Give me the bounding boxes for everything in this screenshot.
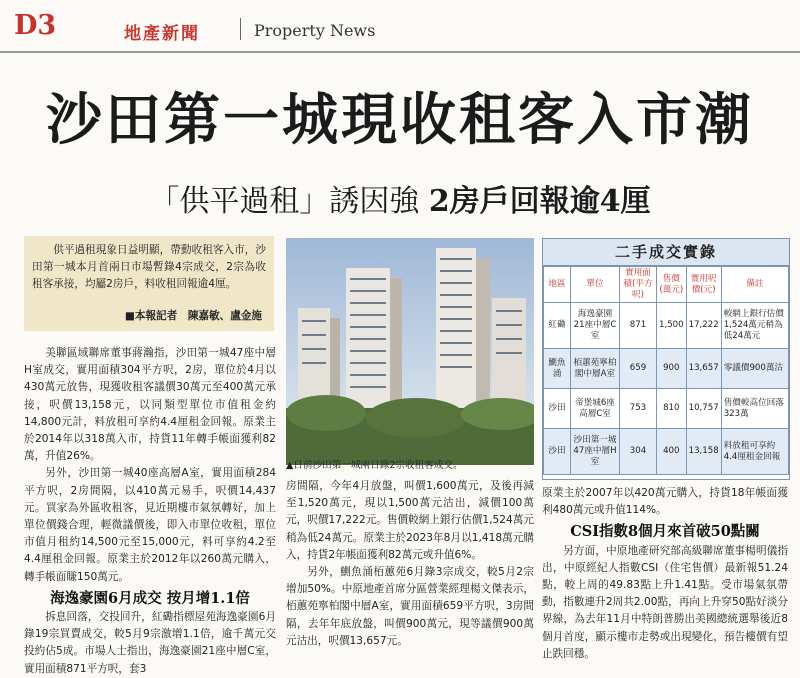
subhead-part2: 2房戶回報逾4厘 bbox=[428, 184, 651, 219]
lead-box bbox=[24, 236, 274, 331]
article-column-3 bbox=[542, 485, 788, 663]
section-divider bbox=[240, 18, 241, 40]
byline: ■本報記者 陳嘉敏、盧金施 bbox=[124, 310, 262, 322]
paragraph: 另外，鰂魚涌栢蕙苑6月錄3宗成交，較5月2宗增加50%。中原地產首席分區營業經理楊文傑表示，栢蕙苑寧柏閣中層A室，實用面積659平方呎，3房間隔，去年年底放盤，叫價900萬元，現等議價900萬元沽出，呎價13,657元。 bbox=[286, 566, 534, 647]
cell: 帝堡城6座高層C室 bbox=[571, 389, 620, 429]
lead-text: 供平過租現象日益明顯，帶動收租客入市，沙田第一城本月首兩日市場暫錄4宗成交，2宗為收租客承接，均屬2房戶，料收租回報逾4厘。 bbox=[32, 244, 266, 290]
paragraph: 另外，沙田第一城40座高層A室，實用面積284平方呎，2房間隔，以410萬元易手，呎價14,437元。買家為外區收租客，見近期樓市氣氛轉好，加上單位價錢合理，輕微議價後，即入市單位收租，單位市值月租約14,500元至15,000元，料可享約4.2至4.4厘租金回報。原業主於2012年以260萬元購入，轉手帳面賺150萬元。 bbox=[24, 467, 276, 583]
cell: 海逸豪園21座中層C室 bbox=[571, 303, 620, 349]
section-title-cn: 地產新聞 bbox=[124, 24, 200, 44]
col-header: 實用呎價(元) bbox=[686, 267, 721, 303]
cell: 栢蕙苑寧柏閣中層A室 bbox=[571, 349, 620, 389]
headline: 沙田第一城現收租客入市潮 bbox=[46, 88, 754, 153]
subheading: 海逸豪園6月成交 按月增1.1倍 bbox=[50, 589, 250, 607]
photo-caption: ▲日前沙田第一城兩日錄2宗收租客成交。 bbox=[286, 460, 463, 471]
cell: 料放租可享約4.4厘租金回報 bbox=[721, 429, 788, 475]
col-header: 實用面積(平方呎) bbox=[620, 267, 657, 303]
article-column-1 bbox=[24, 345, 276, 678]
paragraph: 另方面，中原地產研究部高級聯席董事楊明儀指出，中原經紀人指數CSI（住宅售價）最新報51.24點，較上周的49.83點上升1.41點。受市場氣氛帶動，指數連升2周共2.00點，再向上升穿50點好淡分界線，為去年11月中特朗普勝出美國總統選舉後近8個月首度，顯示樓市走勢或出現變化，預告樓價有望止跌回穩。 bbox=[542, 544, 788, 660]
transactions-table bbox=[543, 266, 789, 475]
cell: 659 bbox=[620, 349, 657, 389]
paragraph: 拆息回落，交投回升，紅磡指標屋苑海逸豪園6月錄19宗買賣成交，較5月9宗激增1.1倍，逾千萬元交投約佔5成。市場人士指出，海逸豪園21座中層C室，實用面積871平方呎，套3 bbox=[24, 611, 276, 675]
building-photo bbox=[286, 238, 534, 465]
cell: 304 bbox=[620, 429, 657, 475]
subhead-part1: 「供平過租」誘因強 bbox=[149, 184, 420, 219]
cell: 零議價900萬沽 bbox=[721, 349, 788, 389]
cell: 1,500 bbox=[657, 303, 687, 349]
cell: 871 bbox=[620, 303, 657, 349]
col-header: 地區 bbox=[544, 267, 571, 303]
table-row bbox=[544, 429, 789, 475]
transactions-table-box bbox=[542, 238, 790, 480]
col-header: 單位 bbox=[571, 267, 620, 303]
col-header: 售價(萬元) bbox=[657, 267, 687, 303]
cell: 鰂魚涌 bbox=[544, 349, 571, 389]
cell: 沙田 bbox=[544, 429, 571, 475]
cell: 紅磡 bbox=[544, 303, 571, 349]
col-header: 備註 bbox=[721, 267, 788, 303]
cell: 810 bbox=[657, 389, 687, 429]
header-rule bbox=[0, 51, 800, 53]
cell: 較網上銀行估價1,524萬元稍為低24萬元 bbox=[721, 303, 788, 349]
cell: 400 bbox=[657, 429, 687, 475]
table-title: 二手成交實錄 bbox=[543, 239, 789, 266]
cell: 753 bbox=[620, 389, 657, 429]
article-column-2 bbox=[286, 478, 534, 650]
page-number: D3 bbox=[14, 10, 57, 41]
cell: 900 bbox=[657, 349, 687, 389]
cell: 沙田 bbox=[544, 389, 571, 429]
table-row bbox=[544, 349, 789, 389]
section-title-en: Property News bbox=[254, 21, 376, 40]
cell: 沙田第一城47座中層H室 bbox=[571, 429, 620, 475]
subheading: CSI指數8個月來首破50點關 bbox=[570, 523, 760, 541]
cell: 售價較高位回落323萬 bbox=[721, 389, 788, 429]
paragraph: 美聯區域聯席董事蔣瀚指，沙田第一城47座中層H室成交，實用面積304平方呎，2房，單位於4月以430萬元放售，現獲收租客議價30萬元至400萬元承接，呎價13,158元，以同類型單位市值租金約14,800元計，料放租可享約4.4厘租金回報。原業主於2014年以318萬入市，持貨11年轉手帳面獲利82萬，升值26%。 bbox=[24, 347, 276, 463]
table-row bbox=[544, 389, 789, 429]
paragraph: 原業主於2007年以420萬元購入，持貨18年帳面獲利480萬元或升值114%。 bbox=[542, 487, 788, 517]
cell: 17,222 bbox=[686, 303, 721, 349]
subheadline bbox=[0, 176, 800, 220]
paragraph: 房間隔，今年4月放盤，叫價1,600萬元，及後再減至1,520萬元，現以1,500萬元沽出，減價100萬元，呎價17,222元。售價較網上銀行估價1,524萬元稍為低24萬元。原業主於2023年8月以1,418萬元購入，持貨2年帳面獲利82萬元或升值6%。 bbox=[286, 480, 534, 561]
table-row bbox=[544, 303, 789, 349]
page-header bbox=[0, 0, 800, 52]
cell: 13,158 bbox=[686, 429, 721, 475]
cell: 10,757 bbox=[686, 389, 721, 429]
cell: 13,657 bbox=[686, 349, 721, 389]
